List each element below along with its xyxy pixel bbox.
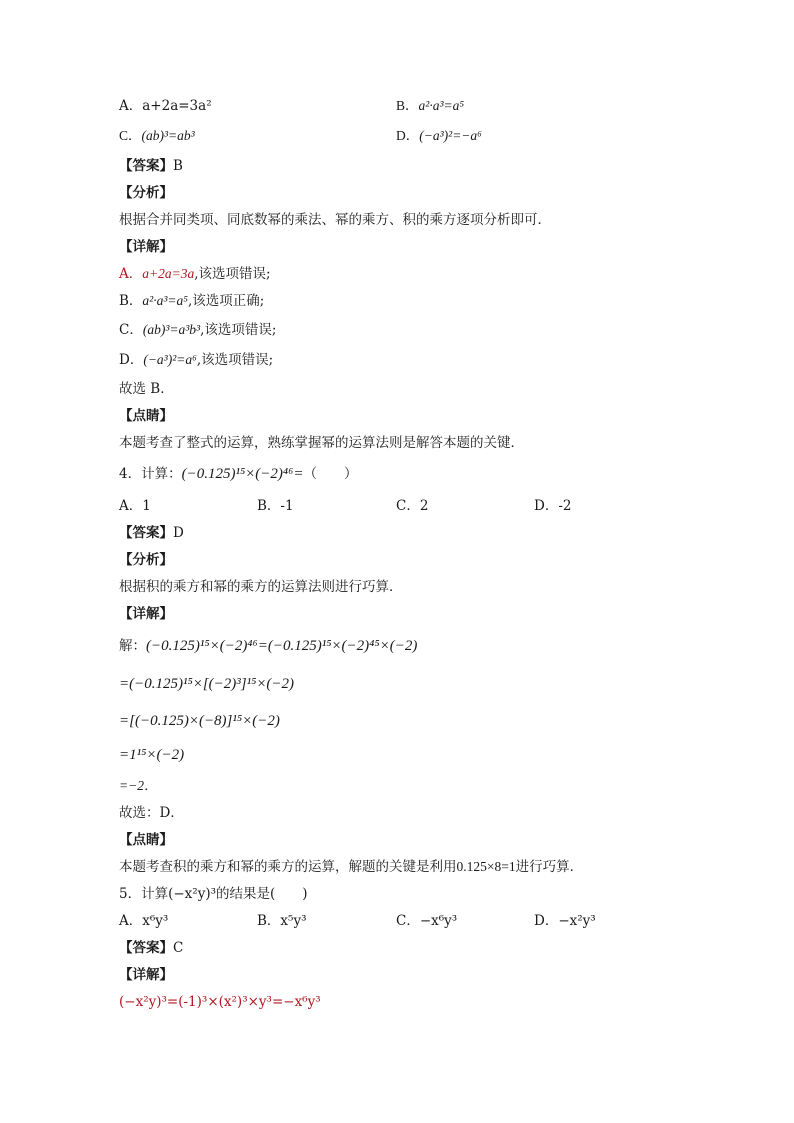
detail-prefix: D．	[119, 352, 144, 368]
detail-note: ,该选项错误;	[200, 322, 277, 338]
q4-step-2: =(−0.125)¹⁵×[(−2)³]¹⁵×(−2)	[119, 676, 295, 692]
detail-note: ,该选项错误;	[194, 266, 271, 282]
q3-comment-tag: 【点睛】	[119, 408, 173, 424]
detail-math: (ab)³=a³b³	[142, 322, 201, 337]
q5-option-d: D．−x²y³	[534, 913, 596, 929]
option-text: (ab)³=ab³	[141, 128, 195, 143]
q3-analysis-text: 根据合并同类项、同底数幂的乘法、幂的乘方、积的乘方逐项分析即可．	[119, 212, 551, 228]
answer-value: C	[173, 940, 184, 956]
q3-detail-tag: 【详解】	[119, 239, 173, 255]
stem-suffix: （ ）	[303, 466, 358, 482]
q4-step-1	[119, 637, 734, 655]
answer-tag: 【答案】	[119, 525, 173, 541]
q5-option-b: B．x⁵y³	[257, 913, 307, 929]
q4-step-5: =−2．	[119, 778, 158, 793]
q5-detail-text: (−x²y)³=(-1)³×(x²)³×y³=−x⁶y³	[119, 994, 321, 1010]
q4-step-3: =[(−0.125)×(−8)]¹⁵×(−2)	[119, 713, 280, 729]
detail-math: (−a³)²=a⁶	[143, 352, 197, 367]
detail-note: ,该选项正确;	[187, 293, 265, 309]
detail-prefix: B．	[119, 293, 143, 309]
q3-option-c	[119, 127, 195, 145]
option-text: (−a³)²=−a⁶	[419, 128, 482, 143]
q5-option-c: C．−x⁶y³	[396, 913, 458, 929]
q4-option-a: A．1	[119, 498, 151, 514]
q4-step-4: =1¹⁵×(−2)	[119, 747, 185, 763]
q3-detail-b	[119, 292, 734, 310]
q5-detail-tag: 【详解】	[119, 967, 173, 983]
q3-option-a	[119, 97, 212, 115]
answer-tag: 【答案】	[119, 940, 173, 956]
q3-conclusion: 故选 B．	[119, 381, 174, 397]
q4-option-b: B．-1	[257, 498, 294, 514]
stem-prefix: 4．计算：	[119, 466, 182, 482]
detail-prefix: A．	[119, 266, 143, 282]
q4-comment-text	[119, 858, 734, 876]
q3-answer	[119, 157, 734, 175]
q4-detail-tag: 【详解】	[119, 606, 173, 622]
option-text: a²·a³=a⁵	[418, 98, 465, 113]
q4-analysis-text: 根据积的乘方和幂的乘方的运算法则进行巧算．	[119, 579, 403, 595]
detail-prefix: C．	[119, 322, 143, 338]
q5-answer	[119, 939, 734, 957]
step-prefix: 解：	[119, 638, 146, 654]
option-text: a+2a=3a²	[142, 98, 212, 114]
answer-tag: 【答案】	[119, 158, 173, 174]
q4-option-c: C．2	[396, 498, 429, 514]
comment-prefix: 本题考查积的乘方和幂的乘方的运算，解题的关键是利用	[119, 859, 457, 875]
q4-comment-tag: 【点睛】	[119, 832, 173, 848]
comment-math: 0.125×8=1	[456, 859, 516, 874]
q4-analysis-tag: 【分析】	[119, 552, 173, 568]
stem-math: (−0.125)¹⁵×(−2)⁴⁶=	[181, 466, 304, 482]
q3-option-d	[396, 127, 482, 145]
comment-suffix: 进行巧算．	[515, 859, 584, 875]
option-label: B．	[396, 98, 419, 113]
q5-option-a: A．x⁶y³	[119, 913, 169, 929]
q4-conclusion: 故选：D．	[119, 805, 184, 821]
detail-math: a²·a³=a⁵	[142, 293, 188, 308]
answer-value: D	[173, 525, 184, 541]
q3-detail-d	[119, 351, 734, 369]
answer-value: B	[173, 158, 183, 174]
detail-note: ,该选项错误;	[196, 352, 274, 368]
q5-stem: 5．计算(−x²y)³的结果是( )	[119, 886, 308, 902]
q3-detail-c	[119, 321, 734, 339]
option-label: C．	[119, 128, 142, 143]
q4-answer	[119, 524, 734, 542]
q3-comment-text: 本题考查了整式的运算，熟练掌握幂的运算法则是解答本题的关键．	[119, 435, 524, 451]
detail-math: a+2a=3a	[142, 266, 195, 281]
q3-detail-a	[119, 265, 734, 283]
q3-option-b	[396, 97, 464, 115]
q3-analysis-tag: 【分析】	[119, 185, 173, 201]
q4-stem	[119, 465, 734, 483]
step-math: (−0.125)¹⁵×(−2)⁴⁶=(−0.125)¹⁵×(−2)⁴⁵×(−2)	[146, 638, 418, 654]
q4-option-d: D．-2	[534, 498, 572, 514]
option-label: A．	[119, 98, 143, 114]
option-label: D．	[396, 128, 420, 143]
